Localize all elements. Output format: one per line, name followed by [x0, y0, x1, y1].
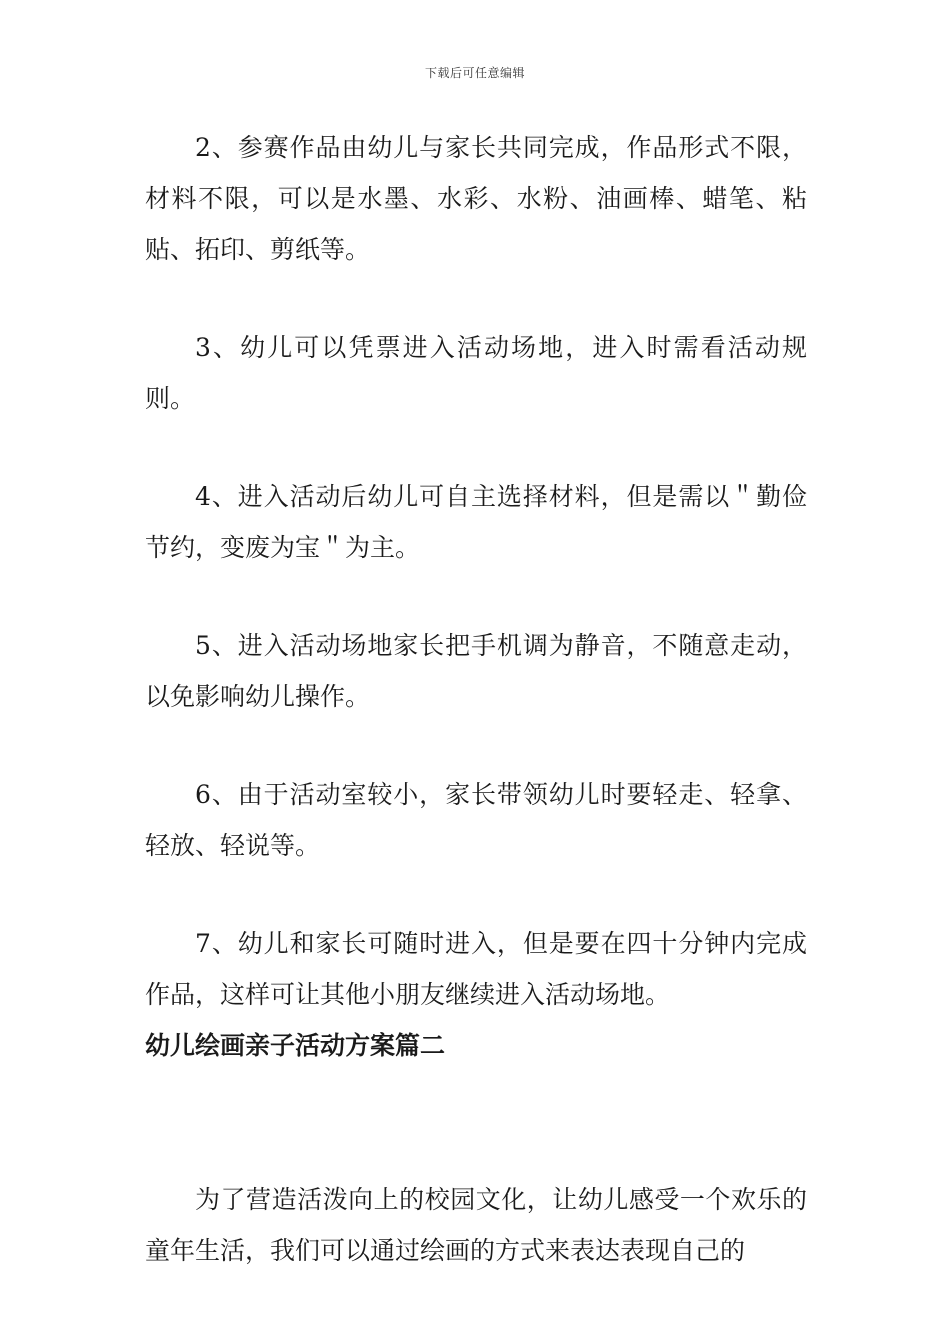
section-title: 幼儿绘画亲子活动方案篇二: [145, 1031, 446, 1060]
paragraph-item-5: 5、进入活动场地家长把手机调为静音，不随意走动，以免影响幼儿操作。: [145, 631, 807, 711]
paragraph-item-3: 3、幼儿可以凭票进入活动场地，进入时需看活动规则。: [145, 333, 807, 413]
page-header-note: 下载后可任意编辑: [424, 66, 525, 80]
paragraph-item-6: 6、由于活动室较小，家长带领幼儿时要轻走、轻拿、轻放、轻说等。: [145, 780, 807, 860]
document-body: [145, 122, 807, 1276]
paragraph-item-2: 2、参赛作品由幼儿与家长共同完成，作品形式不限，材料不限，可以是水墨、水彩、水粉、油画棒、蜡笔、粘贴、拓印、剪纸等。: [145, 133, 807, 264]
intro-paragraph: 为了营造活泼向上的校园文化，让幼儿感受一个欢乐的童年生活，我们可以通过绘画的方式来表达表现自己的: [145, 1185, 807, 1265]
paragraph-item-7: 7、幼儿和家长可随时进入，但是要在四十分钟内完成作品，这样可让其他小朋友继续进入活动场地。: [145, 929, 807, 1009]
paragraph-item-4: 4、进入活动后幼儿可自主选择材料，但是需以＂勤俭节约，变废为宝＂为主。: [145, 482, 807, 562]
blank-gap: [145, 1071, 807, 1174]
